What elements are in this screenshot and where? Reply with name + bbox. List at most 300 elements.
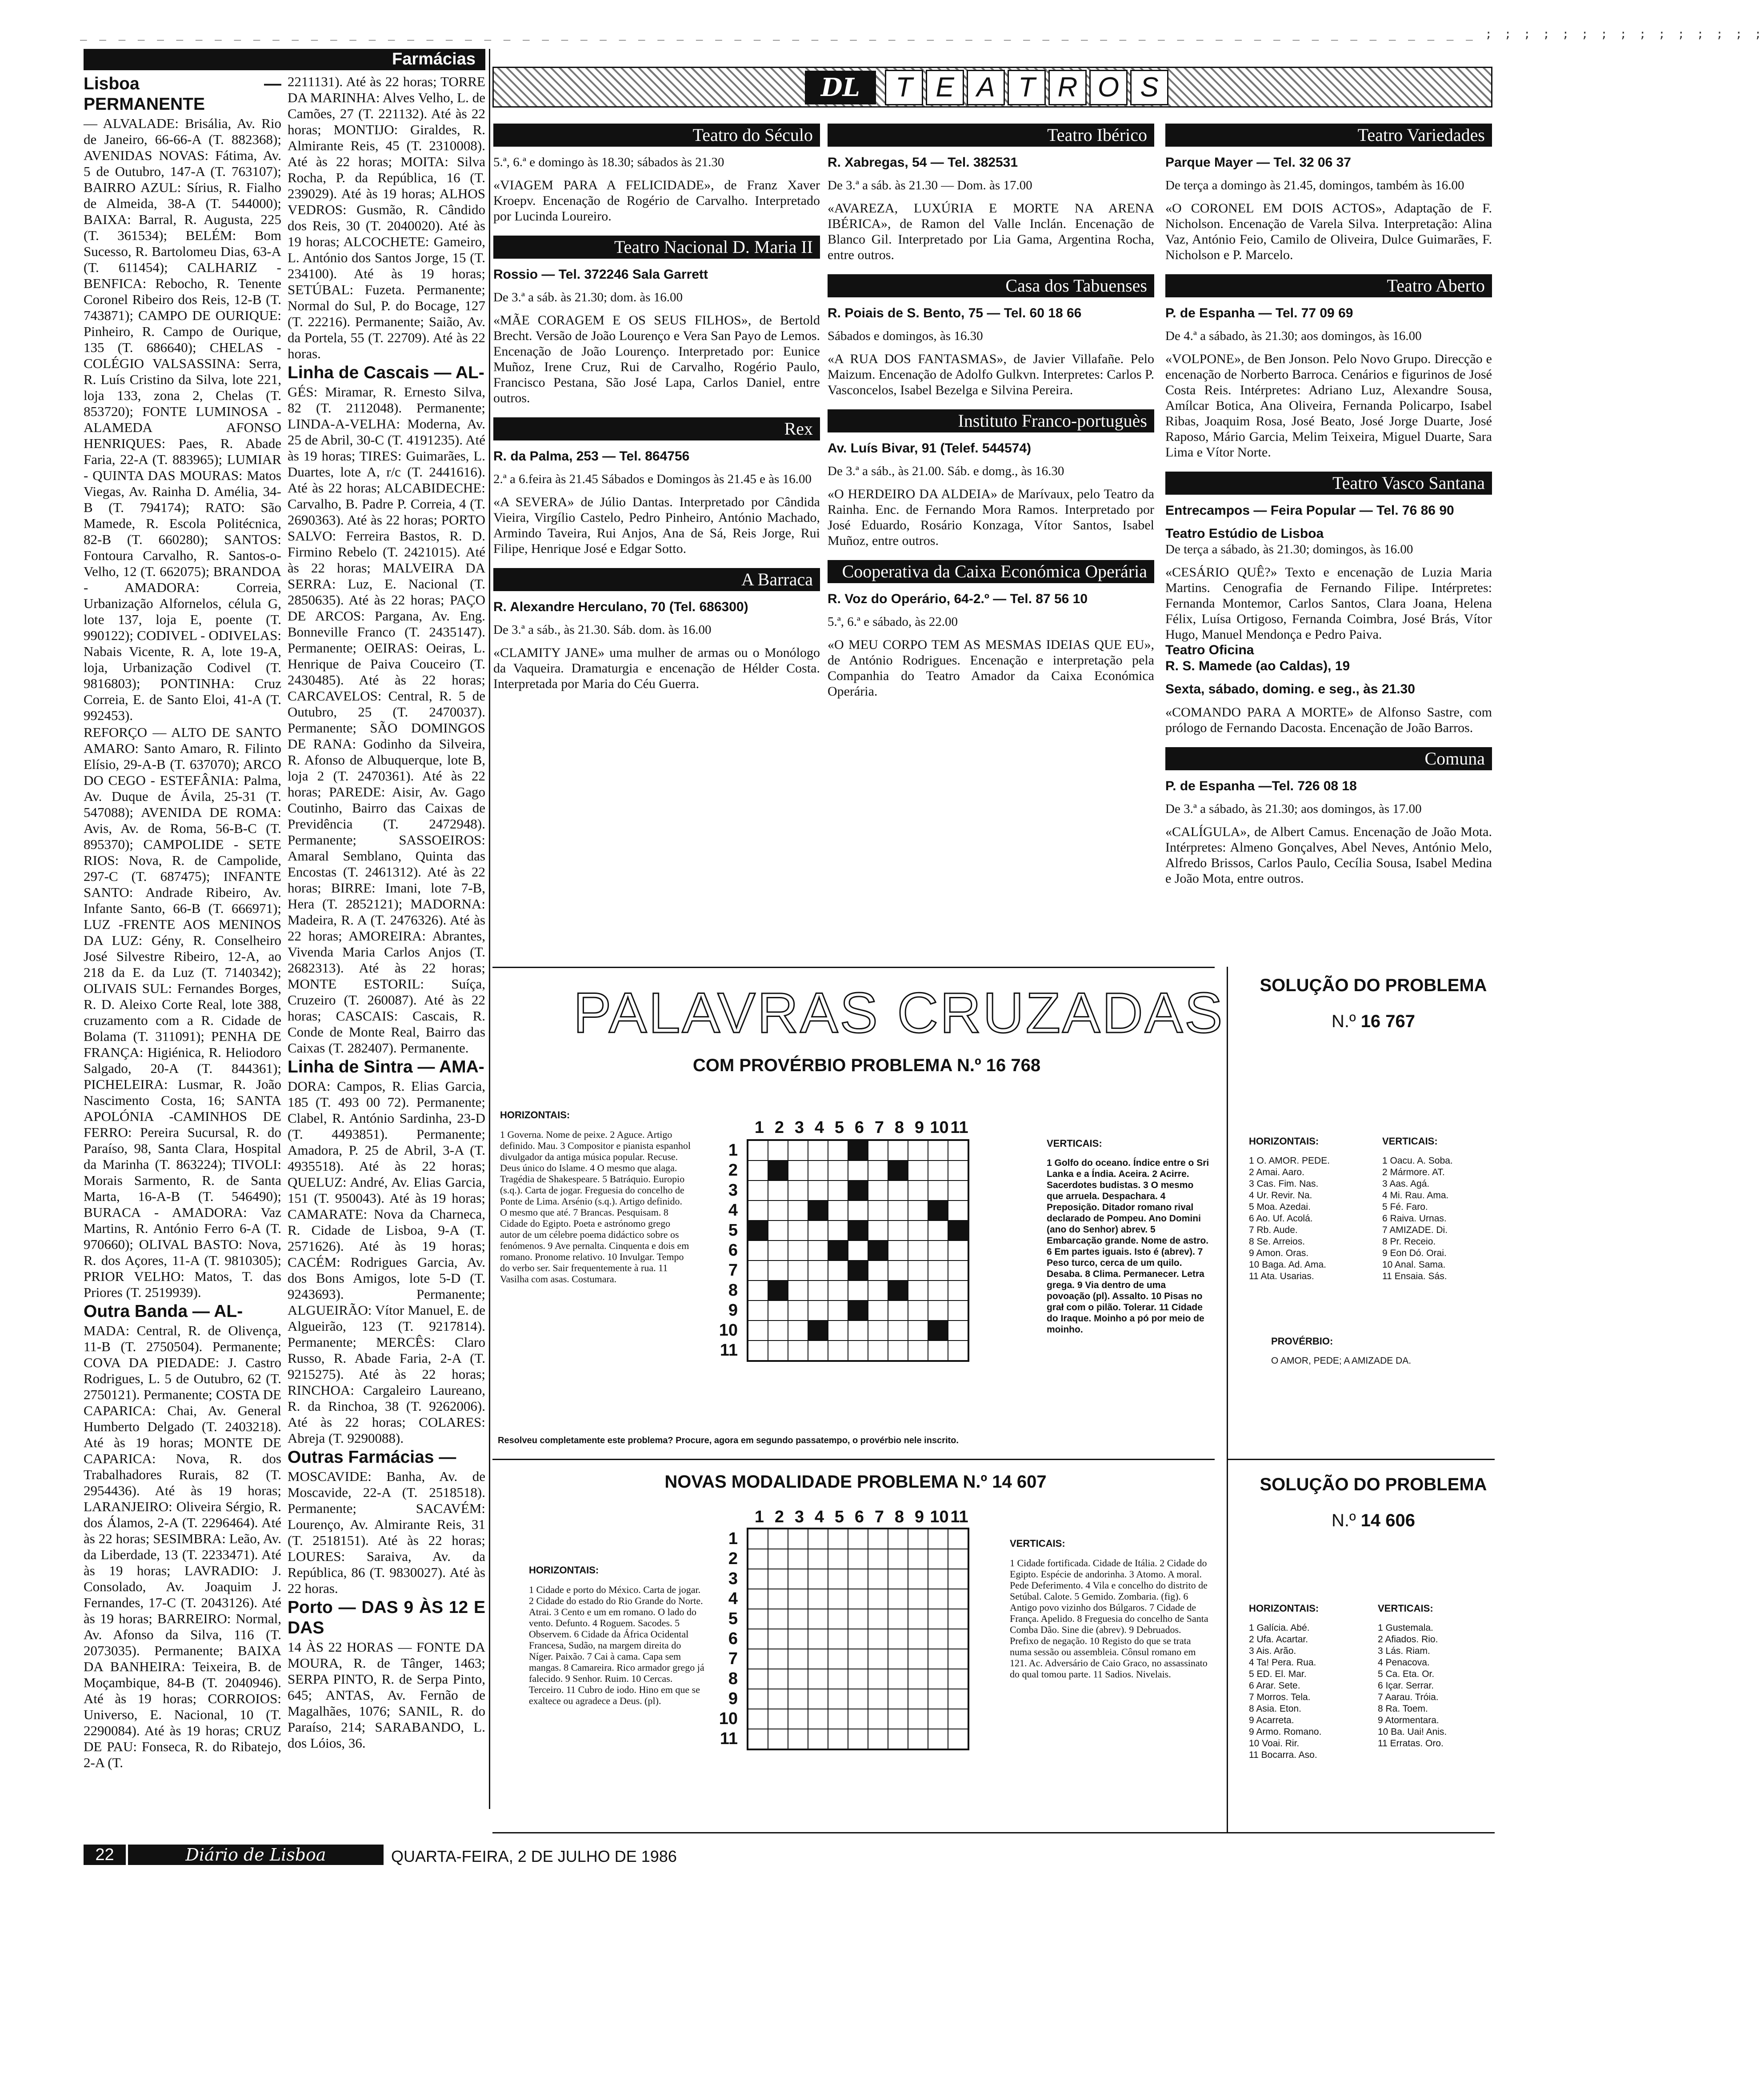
grid-cell[interactable]	[868, 1161, 888, 1181]
theatre-listing	[1165, 124, 1492, 263]
grid-cell[interactable]	[928, 1141, 948, 1161]
grid-cell[interactable]	[928, 1589, 948, 1609]
grid-cell[interactable]	[888, 1341, 908, 1361]
grid-cell[interactable]	[908, 1281, 928, 1301]
grid-cell[interactable]	[748, 1629, 768, 1649]
grid-cell[interactable]	[788, 1181, 808, 1201]
grid-cell[interactable]	[948, 1161, 968, 1181]
grid-cell[interactable]	[788, 1341, 808, 1361]
grid-cell[interactable]	[908, 1529, 928, 1549]
grid-cell[interactable]	[848, 1629, 868, 1649]
grid-cell[interactable]	[828, 1689, 848, 1709]
grid-cell[interactable]	[868, 1321, 888, 1341]
grid-cell[interactable]	[788, 1589, 808, 1609]
grid-cell[interactable]	[948, 1181, 968, 1201]
grid-cell[interactable]	[868, 1281, 888, 1301]
solution-line: 6 Raiva. Urnas.	[1382, 1213, 1447, 1224]
theatre-schedule: 5.ª, 6.ª e sábado, às 22.00	[828, 615, 958, 629]
grid-cell[interactable]	[748, 1161, 768, 1181]
grid-cell[interactable]	[928, 1709, 948, 1729]
row-number: 9	[728, 1689, 738, 1708]
grid-cell[interactable]	[948, 1529, 968, 1549]
grid-cell[interactable]	[828, 1569, 848, 1589]
grid-cell[interactable]	[948, 1589, 968, 1609]
grid-cell[interactable]	[868, 1221, 888, 1241]
grid-cell[interactable]	[808, 1161, 828, 1181]
pharmacy-region-heading: Lisboa — PERMANENTE	[84, 74, 281, 114]
grid-cell[interactable]	[748, 1201, 768, 1221]
grid-cell[interactable]	[908, 1709, 928, 1729]
grid-cell[interactable]	[828, 1529, 848, 1549]
grid-cell[interactable]	[908, 1341, 928, 1361]
theatre-description: «CESÁRIO QUÊ?» Texto e encenação de Luzia Maria Martins. Cenografia de Fernando Filipe. Intérpretes: Fernanda Montemor, Carlos Santos, Clara Joana, Helena Félix, Luísa Ortigoso, Fernanda Coimbra, José Brás, Vítor Hugo, Manuel Mendonça e Pedro Paiva.	[1165, 565, 1492, 642]
grid-cell[interactable]	[788, 1321, 808, 1341]
grid-cell[interactable]	[808, 1141, 828, 1161]
grid-cell[interactable]	[788, 1261, 808, 1281]
theatre-name: Teatro Vasco Santana	[1165, 472, 1492, 495]
grid-cell[interactable]	[788, 1729, 808, 1749]
theatre-description: «A SEVERA» de Júlio Dantas. Interpretado por Cândida Vieira, Virgílio Castelo, Pedro Pinheiro, António Machado, Armindo Taveira, Rui Anjos, Ana de Sá, Reis Jorge, Rui Filipe, Henrique José e Edgar Sotto.	[493, 495, 820, 556]
grid-cell[interactable]	[808, 1261, 828, 1281]
black-square	[768, 1161, 788, 1181]
grid-cell[interactable]	[888, 1569, 908, 1589]
grid-cell[interactable]	[908, 1241, 928, 1261]
grid-cell[interactable]	[948, 1709, 968, 1729]
grid-cell[interactable]	[768, 1141, 788, 1161]
grid-cell[interactable]	[908, 1301, 928, 1321]
theatre-address: Entrecampos — Feira Popular — Tel. 76 86 90	[1165, 503, 1454, 518]
grid-cell[interactable]	[868, 1261, 888, 1281]
black-square	[748, 1221, 768, 1241]
solution-line: 7 AMIZADE. Di.	[1382, 1225, 1448, 1235]
grid-cell[interactable]	[948, 1321, 968, 1341]
grid-cell[interactable]	[748, 1301, 768, 1321]
grid-cell[interactable]	[748, 1341, 768, 1361]
grid-cell[interactable]	[908, 1161, 928, 1181]
grid-cell[interactable]	[808, 1281, 828, 1301]
grid-cell[interactable]	[788, 1689, 808, 1709]
grid-cell[interactable]	[828, 1181, 848, 1201]
grid-cell[interactable]	[748, 1141, 768, 1161]
grid-cell[interactable]	[768, 1261, 788, 1281]
grid-cell[interactable]	[868, 1589, 888, 1609]
row-number: 10	[719, 1321, 738, 1340]
solution-line: 8 Se. Arreios.	[1249, 1237, 1305, 1247]
grid-cell[interactable]	[868, 1649, 888, 1669]
grid-cell[interactable]	[828, 1669, 848, 1689]
grid-cell[interactable]	[788, 1241, 808, 1261]
grid-cell[interactable]	[948, 1569, 968, 1589]
solution-line: 2 Amai. Aaro.	[1249, 1167, 1304, 1177]
grid-cell[interactable]	[888, 1301, 908, 1321]
row-number: 9	[728, 1301, 738, 1320]
grid-cell[interactable]	[928, 1221, 948, 1241]
column-number: 2	[774, 1118, 784, 1137]
grid-cell[interactable]	[908, 1321, 928, 1341]
grid-cell[interactable]	[848, 1161, 868, 1181]
grid-cell[interactable]	[888, 1261, 908, 1281]
solution-line: 2 Afiados. Rio.	[1378, 1634, 1438, 1645]
grid-cell[interactable]	[848, 1589, 868, 1609]
grid-cell[interactable]	[888, 1689, 908, 1709]
grid-cell[interactable]	[828, 1729, 848, 1749]
grid-cell[interactable]	[868, 1689, 888, 1709]
theatre-schedule: De 3.ª a sáb. às 21.30; dom. às 16.00	[493, 290, 683, 304]
row-number: 4	[728, 1201, 738, 1220]
grid-cell[interactable]	[928, 1301, 948, 1321]
teatros-word	[885, 70, 1168, 105]
problem2-verticais: VERTICAIS: 1 Cidade fortificada. Cidade de Itália. 2 Cidade do Egipto. Espécie de andorinha. 3 Atomo. A moral. Pede Deferimento. 4 Vila e concelho do distrito de Setúbal. Calote. 5 Gemido. Zombaria. (fig). 6 Antigo povo vizinho dos Búlgaros. 7 Cidade de França. Apelido. 8 Freguesia do concelho de Santa Comba Dão. Sine die (abrev). 9 Debruados. Prefixo de negação. 10 Registo do que se trata numa sessão ou assembleia. Cônsul romano em 121. Ac. Adversário de Caio Graco, no assassinato do qual tomou parte. 11 Sadios. Nivelais.	[1010, 1538, 1208, 1680]
column-number: 11	[950, 1118, 968, 1137]
grid-cell[interactable]	[808, 1589, 828, 1609]
grid-cell[interactable]	[868, 1609, 888, 1629]
black-square	[848, 1301, 868, 1321]
grid-cell[interactable]	[928, 1669, 948, 1689]
grid-cell[interactable]	[808, 1689, 828, 1709]
grid-cell[interactable]	[868, 1549, 888, 1569]
grid-cell[interactable]	[768, 1321, 788, 1341]
grid-cell[interactable]	[828, 1609, 848, 1629]
grid-cell[interactable]	[848, 1281, 868, 1301]
grid-cell[interactable]	[828, 1221, 848, 1241]
grid-cell[interactable]	[928, 1649, 948, 1669]
grid-cell[interactable]	[908, 1261, 928, 1281]
grid-cell[interactable]	[948, 1629, 968, 1649]
solution-line: 4 Ur. Revir. Na.	[1249, 1190, 1312, 1201]
grid-cell[interactable]	[808, 1241, 828, 1261]
row-number: 2	[728, 1161, 738, 1180]
row-number: 6	[728, 1241, 738, 1260]
solution-line: 10 Voai. Rir.	[1249, 1738, 1300, 1749]
grid-cell[interactable]	[928, 1341, 948, 1361]
column-number: 3	[794, 1118, 804, 1137]
grid-cell[interactable]	[908, 1181, 928, 1201]
grid-cell[interactable]	[808, 1341, 828, 1361]
grid-cell[interactable]	[908, 1221, 928, 1241]
grid-cell[interactable]	[888, 1141, 908, 1161]
grid-cell[interactable]	[768, 1669, 788, 1689]
row-number: 1	[728, 1141, 738, 1160]
grid-cell[interactable]	[928, 1609, 948, 1629]
grid-cell[interactable]	[908, 1201, 928, 1221]
theatre-address: Av. Luís Bivar, 91 (Telef. 544574)	[828, 441, 1031, 456]
grid-cell[interactable]	[888, 1729, 908, 1749]
banner-letter: A	[967, 70, 1005, 105]
black-square	[808, 1201, 828, 1221]
grid-cell[interactable]	[868, 1669, 888, 1689]
grid-cell[interactable]	[848, 1549, 868, 1569]
grid-cell[interactable]	[868, 1201, 888, 1221]
theatre-description: «O CORONEL EM DOIS ACTOS», Adaptação de F. Nicholson. Encenação de Varela Silva. Interpretação: Alina Vaz, António Feio, Camilo de Oliveira, Dulce Guimarães, F. Nicholson e P. Marcelo.	[1165, 201, 1492, 262]
grid-cell[interactable]	[868, 1569, 888, 1589]
grid-cell[interactable]	[888, 1181, 908, 1201]
solution-line: 1 Galícia. Abé.	[1249, 1623, 1310, 1633]
grid-cell[interactable]	[908, 1549, 928, 1569]
solution-line: 10 Ba. Uai! Anis.	[1378, 1727, 1447, 1737]
grid-cell[interactable]	[768, 1221, 788, 1241]
grid-cell[interactable]	[768, 1181, 788, 1201]
grid-cell[interactable]	[888, 1649, 908, 1669]
pharmacies-columns	[84, 74, 485, 1821]
problem1-grid[interactable]	[747, 1139, 969, 1362]
grid-cell[interactable]	[928, 1161, 948, 1181]
solution-line: 9 Armo. Romano.	[1249, 1727, 1322, 1737]
grid-cell[interactable]	[908, 1649, 928, 1669]
theatre-description: «VIAGEM PARA A FELICIDADE», de Franz Xaver Kroepv. Encenação de Rogério de Carvalho. Interpretado por Lucinda Loureiro.	[493, 178, 820, 224]
row-number: 5	[728, 1221, 738, 1240]
grid-cell[interactable]	[848, 1569, 868, 1589]
theatre-address: R. Voz do Operário, 64-2.º — Tel. 87 56 10	[828, 592, 1088, 606]
grid-cell[interactable]	[748, 1609, 768, 1629]
column-number: 2	[774, 1508, 784, 1526]
grid-cell[interactable]	[928, 1689, 948, 1709]
grid-cell[interactable]	[768, 1609, 788, 1629]
grid-cell[interactable]	[788, 1609, 808, 1629]
grid-cell[interactable]	[808, 1729, 828, 1749]
column-number: 3	[794, 1508, 804, 1526]
theatre-name: Comuna	[1165, 747, 1492, 770]
theatre-listing	[1165, 472, 1492, 736]
grid-cell[interactable]	[748, 1261, 768, 1281]
grid-cell[interactable]	[948, 1669, 968, 1689]
grid-cell[interactable]	[808, 1629, 828, 1649]
grid-cell[interactable]	[828, 1201, 848, 1221]
grid-cell[interactable]	[948, 1649, 968, 1669]
grid-cell[interactable]	[768, 1549, 788, 1569]
grid-cell[interactable]	[828, 1301, 848, 1321]
theatre-address: Rossio — Tel. 372246 Sala Garrett	[493, 267, 708, 282]
grid-cell[interactable]	[948, 1141, 968, 1161]
grid-cell[interactable]	[888, 1549, 908, 1569]
grid-cell[interactable]	[788, 1201, 808, 1221]
theatre-listing	[493, 124, 820, 224]
grid-cell[interactable]	[848, 1729, 868, 1749]
grid-cell[interactable]	[848, 1609, 868, 1629]
grid-cell[interactable]	[808, 1709, 828, 1729]
grid-cell[interactable]	[748, 1529, 768, 1549]
theatre-name: Teatro Ibérico	[828, 124, 1154, 147]
grid-cell[interactable]	[928, 1629, 948, 1649]
grid-cell[interactable]	[848, 1529, 868, 1549]
grid-cell[interactable]	[868, 1709, 888, 1729]
grid-cell[interactable]	[948, 1281, 968, 1301]
grid-cell[interactable]	[948, 1689, 968, 1709]
grid-cell[interactable]	[828, 1709, 848, 1729]
grid-cell[interactable]	[888, 1529, 908, 1549]
grid-cell[interactable]	[908, 1141, 928, 1161]
row-number: 7	[728, 1649, 738, 1668]
column-number: 11	[950, 1508, 968, 1526]
grid-cell[interactable]	[888, 1629, 908, 1649]
grid-cell[interactable]	[828, 1629, 848, 1649]
grid-cell[interactable]	[828, 1549, 848, 1569]
grid-cell[interactable]	[808, 1181, 828, 1201]
grid-cell[interactable]	[948, 1609, 968, 1629]
grid-cell[interactable]	[808, 1301, 828, 1321]
grid-cell[interactable]	[748, 1689, 768, 1709]
grid-cell[interactable]	[928, 1261, 948, 1281]
grid-cell[interactable]	[948, 1301, 968, 1321]
banner-letter: T	[1008, 70, 1046, 105]
grid-cell[interactable]	[888, 1669, 908, 1689]
grid-cell[interactable]	[848, 1649, 868, 1669]
grid-cell[interactable]	[928, 1549, 948, 1569]
grid-cell[interactable]	[788, 1649, 808, 1669]
grid-cell[interactable]	[888, 1221, 908, 1241]
grid-cell[interactable]	[908, 1689, 928, 1709]
grid-cell[interactable]	[768, 1729, 788, 1749]
grid-cell[interactable]	[948, 1241, 968, 1261]
pharmacy-listing: 14 ÀS 22 HORAS — FONTE DA MOURA, R. de Tânger, 1463; SERPA PINTO, R. de Serpa Pinto, 645; ANTAS, Av. Fernão de Magalhães, 1076; SANIL, R. do Paraíso, 214; SARABANDO, L. dos Lóios, 36.	[288, 1639, 485, 1751]
grid-cell[interactable]	[868, 1629, 888, 1649]
grid-cell[interactable]	[948, 1549, 968, 1569]
grid-cell[interactable]	[748, 1569, 768, 1589]
pharmacy-region-heading: Outra Banda — AL-	[84, 1302, 243, 1321]
grid-cell[interactable]	[788, 1669, 808, 1689]
grid-cell[interactable]	[908, 1729, 928, 1749]
grid-cell[interactable]	[768, 1201, 788, 1221]
column-number: 6	[854, 1508, 864, 1526]
grid-cell[interactable]	[808, 1221, 828, 1241]
grid-cell[interactable]	[768, 1529, 788, 1549]
grid-cell[interactable]	[748, 1281, 768, 1301]
black-square	[888, 1281, 908, 1301]
row-number: 6	[728, 1629, 738, 1648]
grid-cell[interactable]	[888, 1609, 908, 1629]
dl-logo: DL	[805, 71, 876, 104]
solution-line: 1 Oacu. A. Soba.	[1382, 1156, 1453, 1166]
grid-cell[interactable]	[748, 1589, 768, 1609]
grid-cell[interactable]	[868, 1529, 888, 1549]
grid-cell[interactable]	[748, 1241, 768, 1261]
grid-cell[interactable]	[908, 1669, 928, 1689]
grid-cell[interactable]	[888, 1321, 908, 1341]
grid-cell[interactable]	[868, 1341, 888, 1361]
grid-cell[interactable]	[908, 1609, 928, 1629]
grid-cell[interactable]	[768, 1629, 788, 1649]
theatre-schedule: 5.ª, 6.ª e domingo às 18.30; sábados às 21.30	[493, 155, 724, 169]
grid-cell[interactable]	[908, 1629, 928, 1649]
solution-line: 9 Amon. Oras.	[1249, 1248, 1309, 1258]
grid-cell[interactable]	[768, 1709, 788, 1729]
theatre-name: Teatro Nacional D. Maria II	[493, 236, 820, 259]
grid-cell[interactable]	[748, 1669, 768, 1689]
grid-cell[interactable]	[788, 1161, 808, 1181]
grid-cell[interactable]	[828, 1281, 848, 1301]
theatre-description: «CALÍGULA», de Albert Camus. Encenação de João Mota. Intérpretes: Almeno Gonçalves, Abel Neves, António Melo, Alfredo Brissos, Carlos Paulo, Cecília Sousa, Isabel Medina e João Mota, entre outros.	[1165, 824, 1492, 886]
grid-cell[interactable]	[928, 1729, 948, 1749]
grid-cell[interactable]	[848, 1709, 868, 1729]
grid-cell[interactable]	[848, 1201, 868, 1221]
grid-cell[interactable]	[748, 1549, 768, 1569]
grid-cell[interactable]	[868, 1729, 888, 1749]
grid-cell[interactable]	[928, 1281, 948, 1301]
grid-cell[interactable]	[868, 1181, 888, 1201]
grid-cell[interactable]	[808, 1569, 828, 1589]
grid-cell[interactable]	[828, 1649, 848, 1669]
grid-cell[interactable]	[928, 1529, 948, 1549]
black-square	[868, 1241, 888, 1261]
grid-cell[interactable]	[768, 1689, 788, 1709]
grid-cell[interactable]	[788, 1629, 808, 1649]
grid-cell[interactable]	[928, 1181, 948, 1201]
theatre-name: Rex	[493, 417, 820, 440]
grid-cell[interactable]	[808, 1649, 828, 1669]
grid-cell[interactable]	[848, 1689, 868, 1709]
grid-cell[interactable]	[748, 1729, 768, 1749]
problem1-verticais: VERTICAIS: 1 Golfo do oceano. Índice entre o Sri Lanka e a Índia. Aceira. 2 Acirre. Sacerdotes budistas. 3 O mesmo que arruela. Despachara. 4 Preposição. Ditador romano rival declarado de Pompeu. Ano Domini (ano do Senhor) abrev. 5 Embarcação grande. Nome de astro. 6 Em partes iguais. Isto é (abrev). 7 Peso turco, cerca de um quilo. Desaba. 8 Clima. Permanecer. Letra grega. 9 Via dentro de uma povoação (pl). Assalto. 10 Pisas no grał com o pilão. Tolerar. 11 Cidade do Iraque. Moinho a pó por meio de moinho.	[1047, 1138, 1209, 1335]
grid-cell[interactable]	[888, 1709, 908, 1729]
solution-line: 8 Asia. Eton.	[1249, 1704, 1301, 1714]
problem2-grid[interactable]	[747, 1528, 969, 1750]
solution-line: 8 Ra. Toem.	[1378, 1704, 1428, 1714]
grid-cell[interactable]	[928, 1569, 948, 1589]
grid-cell[interactable]	[928, 1241, 948, 1261]
grid-cell[interactable]	[828, 1161, 848, 1181]
grid-cell[interactable]	[808, 1549, 828, 1569]
grid-cell[interactable]	[788, 1529, 808, 1549]
grid-cell[interactable]	[908, 1569, 928, 1589]
grid-cell[interactable]	[768, 1589, 788, 1609]
grid-cell[interactable]	[788, 1549, 808, 1569]
grid-cell[interactable]	[748, 1649, 768, 1669]
problem2-column-numbers	[749, 1508, 969, 1527]
solution-divider	[1227, 967, 1228, 1833]
grid-cell[interactable]	[868, 1301, 888, 1321]
grid-cell[interactable]	[848, 1241, 868, 1261]
solution2-box: SOLUÇÃO DO PROBLEMA N.º 14 606	[1260, 1475, 1487, 1530]
grid-cell[interactable]	[768, 1649, 788, 1669]
grid-cell[interactable]	[828, 1589, 848, 1609]
grid-cell[interactable]	[788, 1301, 808, 1321]
grid-cell[interactable]	[888, 1589, 908, 1609]
grid-cell[interactable]	[808, 1529, 828, 1549]
grid-cell[interactable]	[848, 1341, 868, 1361]
grid-cell[interactable]	[948, 1341, 968, 1361]
theatre-listing	[1165, 274, 1492, 460]
grid-cell[interactable]	[768, 1301, 788, 1321]
grid-cell[interactable]	[788, 1709, 808, 1729]
grid-cell[interactable]	[888, 1201, 908, 1221]
grid-cell[interactable]	[888, 1241, 908, 1261]
grid-cell[interactable]	[808, 1609, 828, 1629]
grid-cell[interactable]	[828, 1341, 848, 1361]
grid-cell[interactable]	[948, 1261, 968, 1281]
row-number: 5	[728, 1609, 738, 1628]
grid-cell[interactable]	[948, 1201, 968, 1221]
grid-cell[interactable]	[768, 1341, 788, 1361]
grid-cell[interactable]	[868, 1141, 888, 1161]
grid-cell[interactable]	[748, 1321, 768, 1341]
grid-cell[interactable]	[828, 1321, 848, 1341]
theatre-description: «AVAREZA, LUXÚRIA E MORTE NA ARENA IBÉRICA», de Ramon del Valle Inclán. Encenação de Blanco Gil. Interpretado por Lia Gama, Argentina Rocha, entre outros.	[828, 201, 1154, 262]
grid-cell[interactable]	[788, 1141, 808, 1161]
grid-cell[interactable]	[788, 1281, 808, 1301]
grid-cell[interactable]	[848, 1321, 868, 1341]
grid-cell[interactable]	[788, 1221, 808, 1241]
grid-cell[interactable]	[828, 1261, 848, 1281]
grid-cell[interactable]	[768, 1569, 788, 1589]
grid-cell[interactable]	[748, 1181, 768, 1201]
grid-cell[interactable]	[748, 1709, 768, 1729]
grid-cell[interactable]	[808, 1669, 828, 1689]
grid-cell[interactable]	[948, 1729, 968, 1749]
grid-cell[interactable]	[768, 1241, 788, 1261]
grid-cell[interactable]	[848, 1669, 868, 1689]
grid-cell[interactable]	[828, 1141, 848, 1161]
grid-cell[interactable]	[788, 1569, 808, 1589]
grid-cell[interactable]	[908, 1589, 928, 1609]
